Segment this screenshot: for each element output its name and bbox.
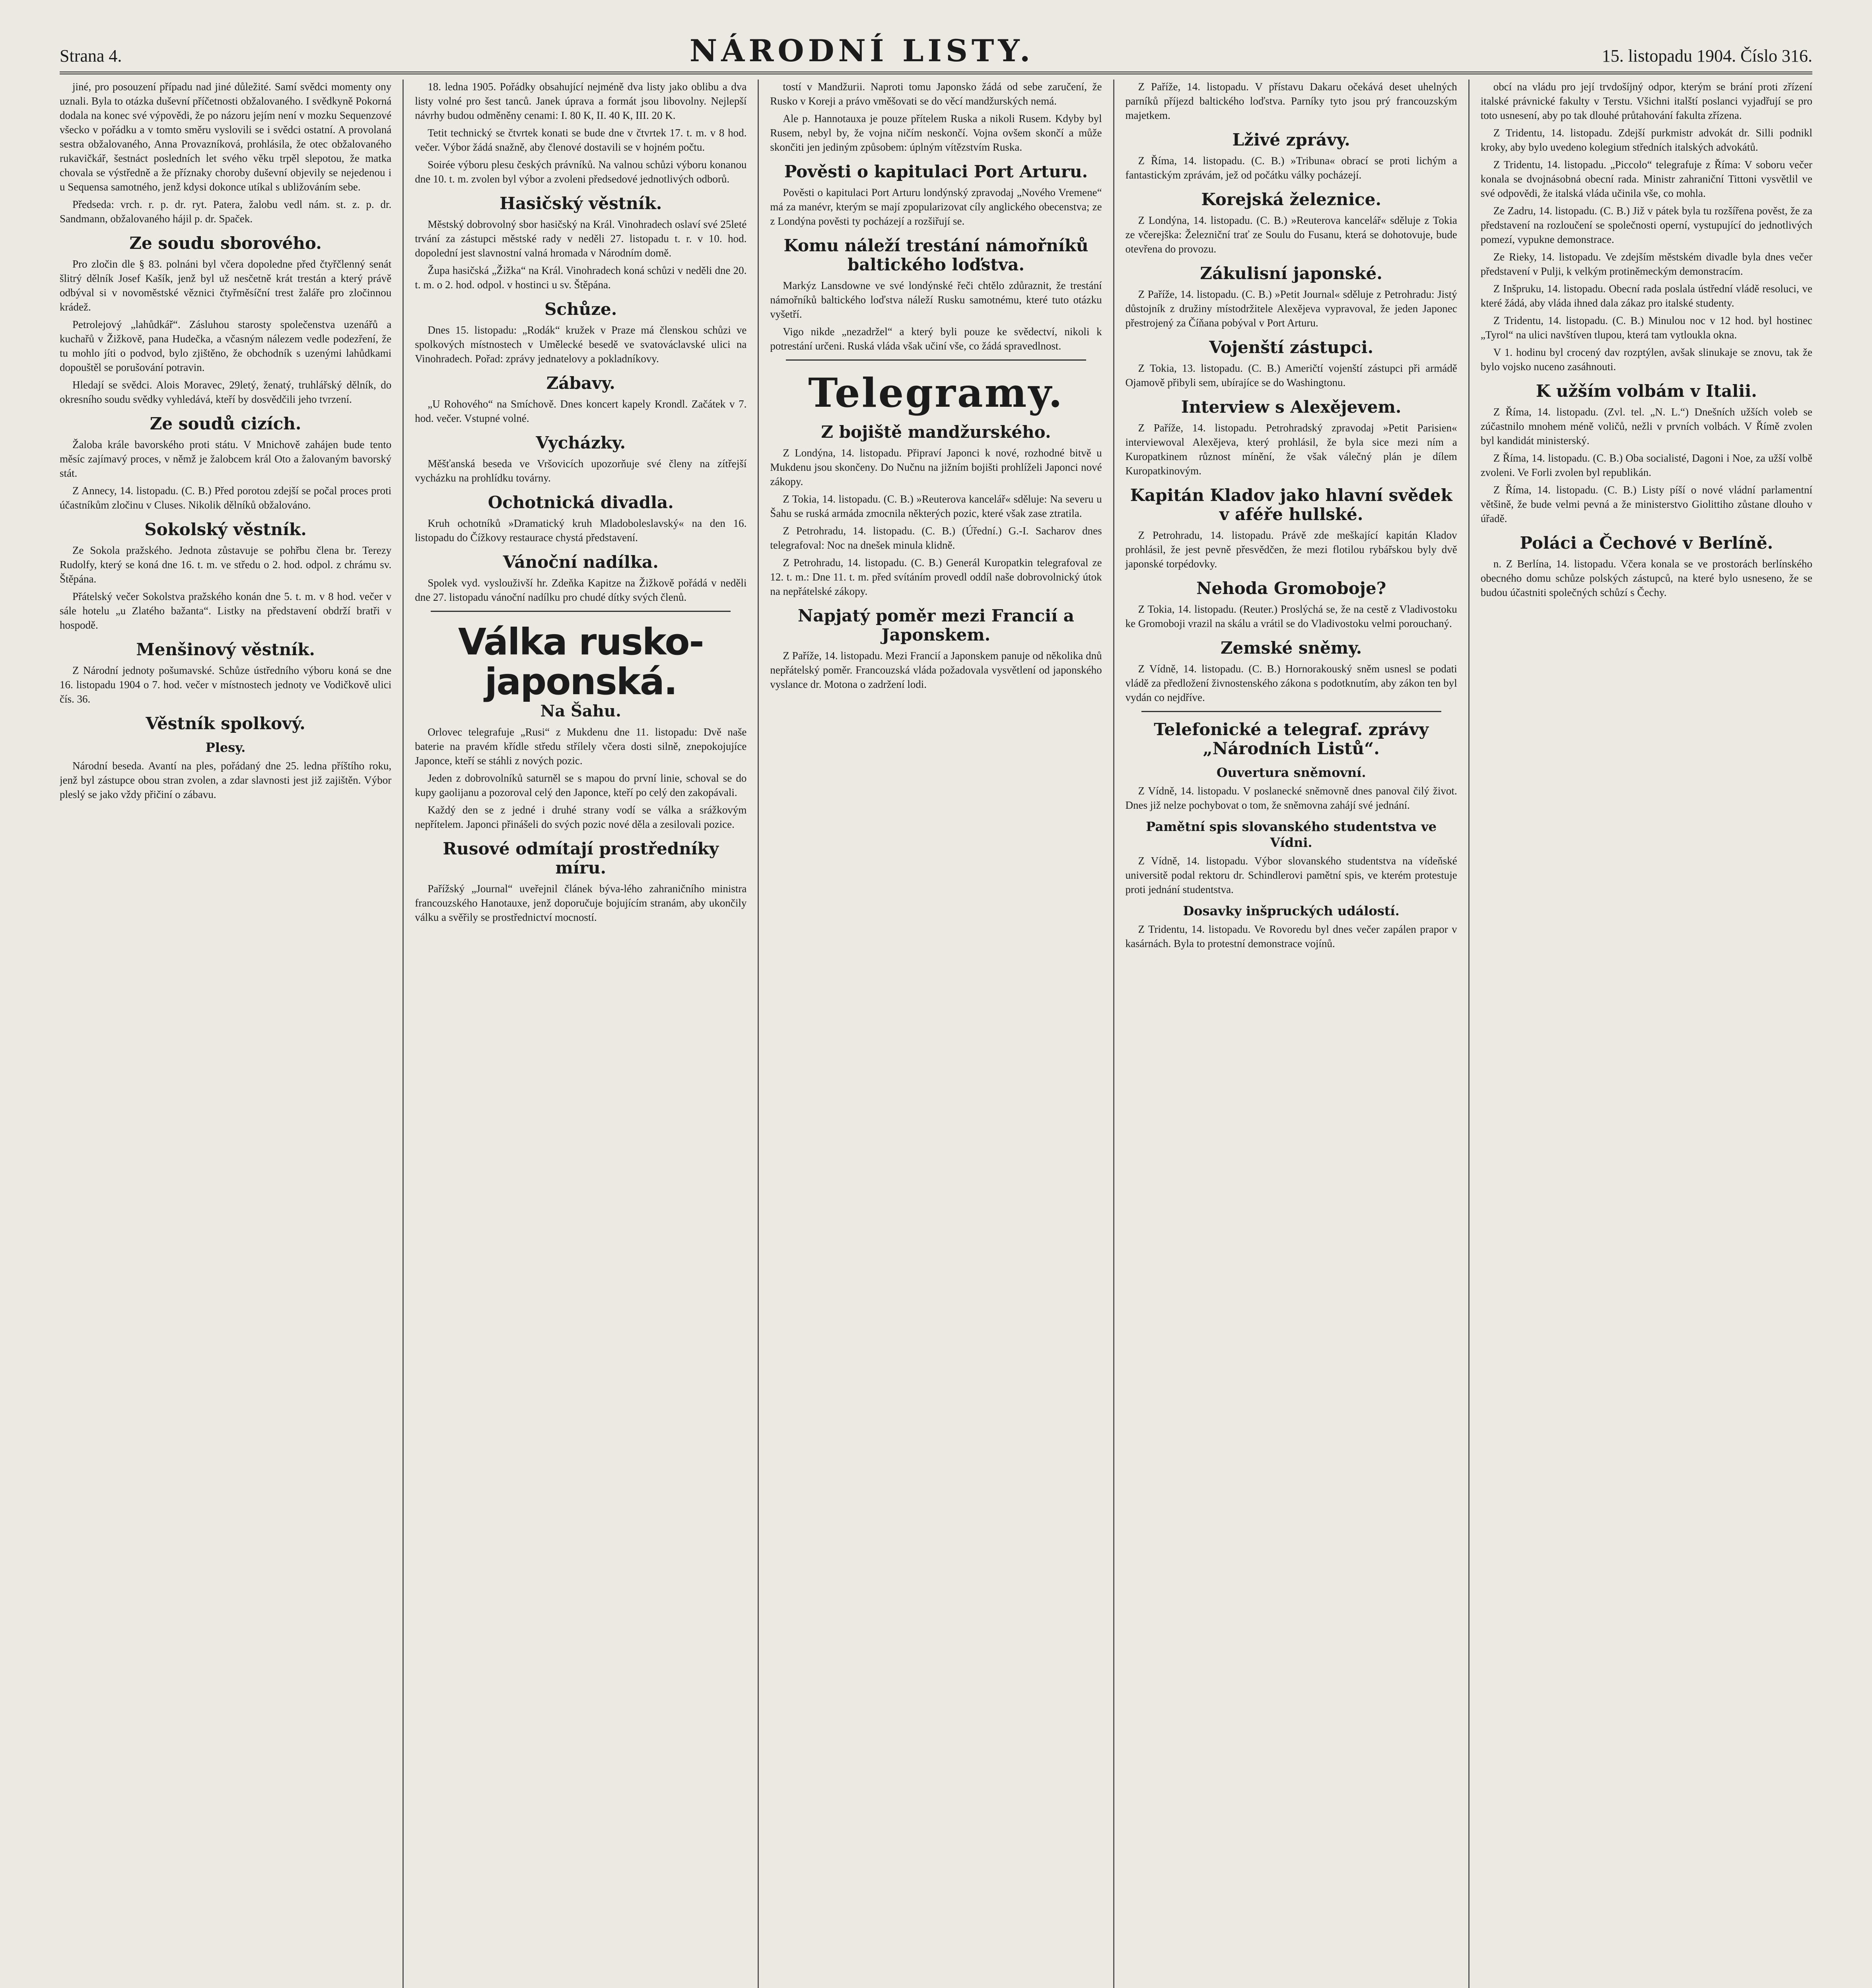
article-paragraph: Z Tokia, 14. listopadu. (Reuter.) Proslýchá se, že na cestě z Vladivostoku ke Gromoboji vrazil na skálu a vrátil se do Vladivostoku velmi porouchaný.: [1125, 603, 1457, 629]
article-paragraph: Petrolejový „lahůdkář“. Zásluhou starosty společenstva uzenářů a kuchařů v Žižkově, pana Hudečka, a včasným nálezem vedle podezření, že tu mohlo jíti o podvod, bylo zjištěno, že obchodník s uzenými lahůdkami dopouštěl se porušování potravin.: [60, 318, 392, 373]
section-heading: Zákulisní japonské.: [1200, 264, 1383, 283]
article-paragraph: Z Petrohradu, 14. listopadu. Právě zde meškající kapitán Kladov prohlásil, že jest pevně přesvědčen, že mezi flotilou rybářskou byly dvě japonské torpédovky.: [1125, 529, 1457, 570]
article-paragraph: Pařížský „Journal“ uveřejnil článek býva-lého zahraničního ministra francouzského Hanotauxe, jenž doporučuje bojujícím stranám, aby ukončily válku a svěřily se prostřednictví mocností.: [415, 883, 747, 923]
column-1: [60, 80, 402, 1988]
divider: [786, 359, 1086, 361]
subsection-heading: Plesy.: [205, 740, 246, 755]
article-paragraph: Z Inšpruku, 14. listopadu. Obecní rada poslala ústřední vládě resoluci, ve které žádá, aby vláda ihned dala zákaz pro italské studenty.: [1480, 283, 1813, 309]
newspaper-columns: [60, 80, 1812, 1988]
article-paragraph: Vigo nikde „nezadržel“ a který byli pouze ke svědectví, nikoli k potrestání určeni. Ruská vláda však učiní vše, co žádá spravedlnost.: [770, 326, 1102, 352]
article-paragraph: Ze Sokola pražského. Jednota zůstavuje se pohřbu člena br. Terezy Rudolfy, který se koná dne 16. t. m. ve středu o 2. hod. odpol. z chrámu sv. Štěpána.: [60, 544, 392, 585]
war-banner-heading: Válka rusko-japonská.: [458, 621, 704, 703]
article-paragraph: 18. ledna 1905. Pořádky obsahující nejméně dva listy jako oblibu a dva listy volné pro šest tanců. Janek úprava a formát jsou libovolny. Nejlepší návrhy budou odměněny cenami: I. 80 K, II. 40 K, III. 20 K.: [415, 81, 747, 121]
article-paragraph: Orlovec telegrafuje „Rusi“ z Mukdenu dne 11. listopadu: Dvě naše baterie na pravém křídle středu střílely včera dosti silně, znepokojujíce Japonce, kteří se stáhli z nových pozic.: [415, 726, 747, 767]
section-heading: Telefonické a telegraf. zprávy „Národních Listů“.: [1154, 720, 1429, 758]
section-heading: Rusové odmítají prostředníky míru.: [443, 839, 719, 878]
column-2: [402, 80, 758, 1988]
article-paragraph: Z Vídně, 14. listopadu. Výbor slovanského studentstva na vídeňské universitě podal rektoru dr. Schindlerovi pamětní spis, ve kterém protestuje proti jednání studentstva.: [1125, 855, 1457, 895]
article-paragraph: Z Annecy, 14. listopadu. (C. B.) Před porotou zdejší se počal proces proti účastníkům zločinu v Cluses. Nikolik dělníků obžalováno.: [60, 485, 392, 511]
section-heading: Zábavy.: [546, 373, 615, 393]
section-heading: Vycházky.: [536, 433, 626, 452]
newspaper-title: NÁRODNÍ LISTY.: [689, 33, 1034, 68]
article-paragraph: Z Národní jednoty pošumavské. Schůze ústředního výboru koná se dne 16. listopadu 1904 o 7. hod. večer v místnostech jednoty ve Vodičkově ulici čís. 36.: [60, 664, 392, 705]
article-paragraph: Župa hasičská „Žižka“ na Král. Vinohradech koná schůzi v neděli dne 20. t. m. o 2. hod. odpol. v hostinci u sv. Štěpána.: [415, 264, 747, 291]
war-sub-heading: Na Šahu.: [540, 702, 621, 720]
article-paragraph: Ze Zadru, 14. listopadu. (C. B.) Již v pátek byla tu rozšířena pověst, že za představení na rozloučení se společnosti operní, vystupující do jednotlivých pomezí, vypukne demonstrace.: [1480, 205, 1813, 245]
article-paragraph: obcí na vládu pro její trvdošíjný odpor, kterým se brání proti zřízení italské právnické fakulty v Terstu. Všichni italští poslanci vyjadřují se pro toto usnesení, aby po tak dlouhé průtahování fakulta zřízena.: [1480, 81, 1813, 121]
article-paragraph: Dnes 15. listopadu: „Rodák“ kružek v Praze má členskou schůzi ve spolkových místnostech v Umělecké besedě ve svatováclavské ulici na Vinohradech. Pořad: zprávy jednatelovy a pokladníkovy.: [415, 324, 747, 365]
article-paragraph: Pro zločin dle § 83. polnáni byl včera dopoledne před čtyřčlenný senát šlitrý dělník Josef Kašík, jenž byl už nesčetně krát trestán a který právě odbýval si v novoměstské věznici čtyřměsíční trest žaláře pro zločinnou krádež.: [60, 258, 392, 313]
section-heading: Nehoda Gromoboje?: [1196, 579, 1386, 598]
column-4: [1113, 80, 1468, 1988]
article-paragraph: Z Říma, 14. listopadu. (C. B.) Listy píší o nové vládní parlamentní většině, že bude velmi pevná a že ministerstvo Giolittiho zůstane dlouho v úřadě.: [1480, 484, 1813, 524]
section-heading: Kapitán Kladov jako hlavní svědek v aféře hullské.: [1130, 485, 1452, 524]
section-heading: Sokolský věstník.: [144, 520, 307, 539]
article-paragraph: Z Vídně, 14. listopadu. V poslanecké sněmovně dnes panoval čilý život. Dnes již nelze pochybovat o tom, že sněmovna zahájí své jednání.: [1125, 785, 1457, 811]
article-paragraph: Pověsti o kapitulaci Port Arturu londýnský zpravodaj „Nového Vremene“ má za manévr, kterým se mají zpopularizovat cíly anglického obecenstva; ze z Londýna pověsti ty pocházejí a rozšiřují se.: [770, 186, 1102, 227]
article-paragraph: Z Londýna, 14. listopadu. Připraví Japonci k nové, rozhodné bitvě u Mukdenu jsou skončeny. Do Nučnu na jižním bojišti prohlíželi Japonci nové zákopy.: [770, 447, 1102, 487]
article-paragraph: Spolek vyd. vyslouživší hr. Zdeňka Kapitze na Žižkově pořádá v neděli dne 27. listopadu vánoční nadílku pro chudé dítky svých členů.: [415, 577, 747, 603]
article-paragraph: Z Tokia, 14. listopadu. (C. B.) »Reuterova kancelář« sděluje: Na severu u Šahu se ruská armáda zmocnila některých pozic, které však zase ztratila.: [770, 493, 1102, 519]
article-paragraph: Z Paříže, 14. listopadu. Petrohradský zpravodaj »Petit Parisien« interviewoval Alexějeva, který prohlásil, že byla sice mezi ním a Kuropatkinem různost mínění, že však válečný plán je dílem Kuropatkinovým.: [1125, 422, 1457, 477]
article-paragraph: Jeden z dobrovolníků saturněl se s mapou do první linie, schoval se do kupy gaolijanu a pozoroval celý den Japonce, kteří po celý den zakopávali.: [415, 772, 747, 798]
article-paragraph: Předseda: vrch. r. p. dr. ryt. Patera, žalobu vedl nám. st. z. p. dr. Sandmann, obžalovaného hájil p. dr. Spaček.: [60, 198, 392, 225]
article-paragraph: Z Petrohradu, 14. listopadu. (C. B.) (Úřední.) G.-I. Sacharov dnes telegrafoval: Noc na dnešek minula klidně.: [770, 525, 1102, 551]
section-heading: Interview s Alexějevem.: [1181, 397, 1402, 417]
article-paragraph: Ale p. Hannotauxa je pouze přítelem Ruska a nikoli Rusem. Kdyby byl Rusem, nebyl by, že vojna ničím neskončí. Vojna ovšem skončí a může skončiti jen jediným způsobem: úplným vítězstvím Ruska.: [770, 113, 1102, 153]
article-paragraph: Každý den se z jedné i druhé strany vodí se válka a srážkovým nepřítelem. Japonci přinášeli do svých pozic nové děla a zesilovali pozice.: [415, 804, 747, 830]
section-heading: Ze soudů cizích.: [150, 414, 301, 433]
article-paragraph: Z Paříže, 14. listopadu. V přístavu Dakaru očekává deset uhelných parníků příjezd baltického loďstva. Parníky tyto jsou prý francouzským majetkem.: [1125, 81, 1457, 121]
section-heading: Schůze.: [544, 299, 617, 319]
section-heading: Hasičský věstník.: [500, 194, 662, 213]
article-paragraph: Z Tridentu, 14. listopadu. (C. B.) Minulou noc v 12 hod. byl hostinec „Tyrol“ na ulici navštíven tlupou, která tam vytloukla okna.: [1480, 315, 1813, 341]
article-paragraph: Z Tridentu, 14. listopadu. Ve Rovoredu byl dnes večer zapálen prapor v kasárnách. Byla to protestní demonstrace vojínů.: [1125, 923, 1457, 949]
divider: [1141, 711, 1441, 712]
section-heading: Menšinový věstník.: [136, 640, 315, 659]
article-paragraph: V 1. hodinu byl crocený dav rozptýlen, avšak slinukaje se znovu, tak že bylo vojsko nuceno zasáhnouti.: [1480, 346, 1813, 373]
subsection-heading: Dosavky inšpruckých událostí.: [1183, 903, 1400, 918]
section-heading: Z bojiště mandžurského.: [821, 422, 1051, 442]
subsection-heading: Pamětní spis slovanského studentstva ve Vídni.: [1146, 819, 1437, 850]
page-header: [60, 28, 1812, 74]
page-number: Strana 4.: [60, 46, 122, 66]
article-paragraph: Z Tridentu, 14. listopadu. „Piccolo“ telegrafuje z Říma: V soboru večer konala se dvojnásobná obecní rada. Ministr zahraniční Tittoni vysvětlil ve své odpovědi, že italská vláda učinila vše, co mohla.: [1480, 159, 1813, 199]
section-heading: Korejská železnice.: [1201, 190, 1382, 209]
section-heading: Komu náleží trestání námořníků baltického loďstva.: [783, 236, 1089, 274]
article-paragraph: Tetit technický se čtvrtek konati se bude dne v čtvrtek 17. t. m. v 8 hod. večer. Výbor žádá snažně, aby členové dostavili se v hojném počtu.: [415, 127, 747, 153]
issue-date-number: 15. listopadu 1904. Číslo 316.: [1602, 46, 1812, 66]
section-heading: Napjatý poměr mezi Francií a Japonskem.: [798, 606, 1074, 645]
article-paragraph: jiné, pro posouzení případu nad jiné důležité. Samí svědci momenty ony uznali. Byla to otázka duševní příčetnosti obžalovaného. I svědkyně Pokorná dodala na konec své výpovědi, že po názoru jejím není v mozku Sequenzové všecko v pořádku a v tomto směru vyslovili se i svědci ostatní. A provolaná sestra obžalovaného, Anna Provazníková, prohlásila, že otec obžalovaného rukavičkář, šestnáct posledních let svého věku trpěl slepotou, že matka chovala se výstředně a že příznaky choroby duševní objevily se nejedenou i u Sequensa samotného, jenž kdysi dokonce utíkal s ubližováním sebe.: [60, 81, 392, 193]
subsection-heading: Ouvertura sněmovní.: [1216, 765, 1366, 780]
section-heading: Pověsti o kapitulaci Port Arturu.: [784, 162, 1088, 181]
section-heading: Ze soudu sborového.: [129, 233, 322, 253]
section-heading: Zemské sněmy.: [1220, 638, 1362, 658]
section-heading: Věstník spolkový.: [146, 714, 305, 733]
article-paragraph: Kruh ochotníků »Dramatický kruh Mladoboleslavský« na den 16. listopadu do Čížkovy restaurace chystá představení.: [415, 517, 747, 544]
article-paragraph: Přátelský večer Sokolstva pražského konán dne 5. t. m. v 8 hod. večer v sále hotelu „u Zlatého bažanta“. Listky na představení obdrží bratři v hospodě.: [60, 590, 392, 631]
article-paragraph: Z Říma, 14. listopadu. (Zvl. tel. „N. L.“) Dnešních užších voleb se zúčastnilo mnohem méně voličů, nežli v prvních volbách. V Římě zvolen byl kandidát ministerský.: [1480, 406, 1813, 447]
article-paragraph: n. Z Berlína, 14. listopadu. Včera konala se ve prostorách berlínského obecného domu schůze polských zástupců, na které bylo usneseno, že se budou účastniti společných schůzí s Čechy.: [1480, 558, 1813, 598]
column-5: [1468, 80, 1812, 1988]
article-paragraph: „U Rohového“ na Smíchově. Dnes koncert kapely Krondl. Začátek v 7. hod. večer. Vstupné volné.: [415, 398, 747, 424]
article-paragraph: Z Paříže, 14. listopadu. Mezi Francií a Japonskem panuje od několika dnů nepřátelský poměr. Francouzská vláda požadovala vysvětlení od japonského vyslance dr. Motona o zadržení lodi.: [770, 650, 1102, 690]
article-paragraph: Z Londýna, 14. listopadu. (C. B.) »Reuterova kancelář« sděluje z Tokia ze včerejška: Železniční trať ze Soulu do Fusanu, která se dohotovuje, bude otevřena do provozu.: [1125, 214, 1457, 255]
section-heading: Vánoční nadílka.: [503, 552, 659, 572]
section-heading: Vojenští zástupci.: [1209, 338, 1374, 357]
article-paragraph: Z Říma, 14. listopadu. (C. B.) Oba socialisté, Dagoni i Noe, za užší volbě zvoleni. Ve Forli zvolen byl republikán.: [1480, 452, 1813, 478]
section-heading: Poláci a Čechové v Berlíně.: [1520, 533, 1773, 553]
article-paragraph: Z Tokia, 13. listopadu. (C. B.) Američtí vojenští zástupci při armádě Ojamově přibyli sem, ubírajíce se do Washingtonu.: [1125, 362, 1457, 388]
article-paragraph: Měšťanská beseda ve Vršovicích upozorňuje své členy na zítřejší vycházku na prohlídku továrny.: [415, 458, 747, 484]
telegrams-banner-heading: Telegramy.: [808, 369, 1064, 416]
article-paragraph: tostí v Mandžurii. Naproti tomu Japonsko žádá od sebe zaručení, že Rusko v Koreji a právo vměšovati se do věcí mandžurských nemá.: [770, 81, 1102, 107]
section-heading: Lživé zprávy.: [1232, 130, 1350, 149]
section-heading: K užším volbám v Italii.: [1536, 381, 1757, 401]
article-paragraph: Z Říma, 14. listopadu. (C. B.) »Tribuna« obrací se proti lichým a fantastickým zprávám, jež od počátku války pocházejí.: [1125, 155, 1457, 181]
section-heading: Ochotnická divadla.: [488, 493, 674, 512]
article-paragraph: Z Tridentu, 14. listopadu. Zdejší purkmistr advokát dr. Silli podnikl kroky, aby bylo uvedeno kolegium středních italských advokátů.: [1480, 127, 1813, 153]
article-paragraph: Z Petrohradu, 14. listopadu. (C. B.) Generál Kuropatkin telegrafoval ze 12. t. m.: Dne 11. t. m. před svítáním provedl oddíl naše dobrovolnický útok na nepřátelské zákopy.: [770, 557, 1102, 597]
article-paragraph: Ze Rieky, 14. listopadu. Ve zdejším městském divadle byla dnes večer představení v Pulji, k velkým protiněmeckým demonstracím.: [1480, 251, 1813, 277]
article-paragraph: Markýz Lansdowne ve své londýnské řeči chtělo zdůraznit, že trestání námořníků baltického loďstva náleží Rusku samotnému, které tuto otázku vyšetří.: [770, 280, 1102, 320]
article-paragraph: Žaloba krále bavorského proti státu. V Mnichově zahájen bude tento měsíc zajímavý proces, v němž je žalobcem král Oto a žalovaným bavorský stát.: [60, 439, 392, 479]
article-paragraph: Hledají se svědci. Alois Moravec, 29letý, ženatý, truhlářský dělník, do okresního soudu svědky vyhledává, kteří by dosvědčili jeho tvrzení.: [60, 379, 392, 405]
article-paragraph: Z Paříže, 14. listopadu. (C. B.) »Petit Journal« sděluje z Petrohradu: Jistý důstojník z družiny místodržitele Alexějeva vypravoval, že jeden Japonec přestrojený za Číňana pobýval v Port Arturu.: [1125, 288, 1457, 329]
article-paragraph: Městský dobrovolný sbor hasičský na Král. Vinohradech oslaví své 25leté trvání za zástupci městské rady v neděli 27. listopadu t. r. v 10. hod. dopolední jest slavnostní valná hromada v Národním domě.: [415, 218, 747, 259]
article-paragraph: Soirée výboru plesu českých právníků. Na valnou schůzi výboru konanou dne 10. t. m. zvolen byl výbor a zvoleni předsedové jednotlivých odborů.: [415, 159, 747, 185]
column-3: [758, 80, 1113, 1988]
article-paragraph: Národní beseda. Avantí na ples, pořádaný dne 25. ledna příštího roku, jenž byl zástupce obou stran zvolen, a zdar slavnosti jest již zajištěn. Výbor pleslý se jako vždy přičiní o zábavu.: [60, 760, 392, 800]
divider: [431, 611, 731, 612]
article-paragraph: Z Vídně, 14. listopadu. (C. B.) Hornorakouský sněm usnesl se podati vládě za předložení živnostenského zákona s podotknutím, aby zákon ten byl vydán co nejdříve.: [1125, 663, 1457, 703]
